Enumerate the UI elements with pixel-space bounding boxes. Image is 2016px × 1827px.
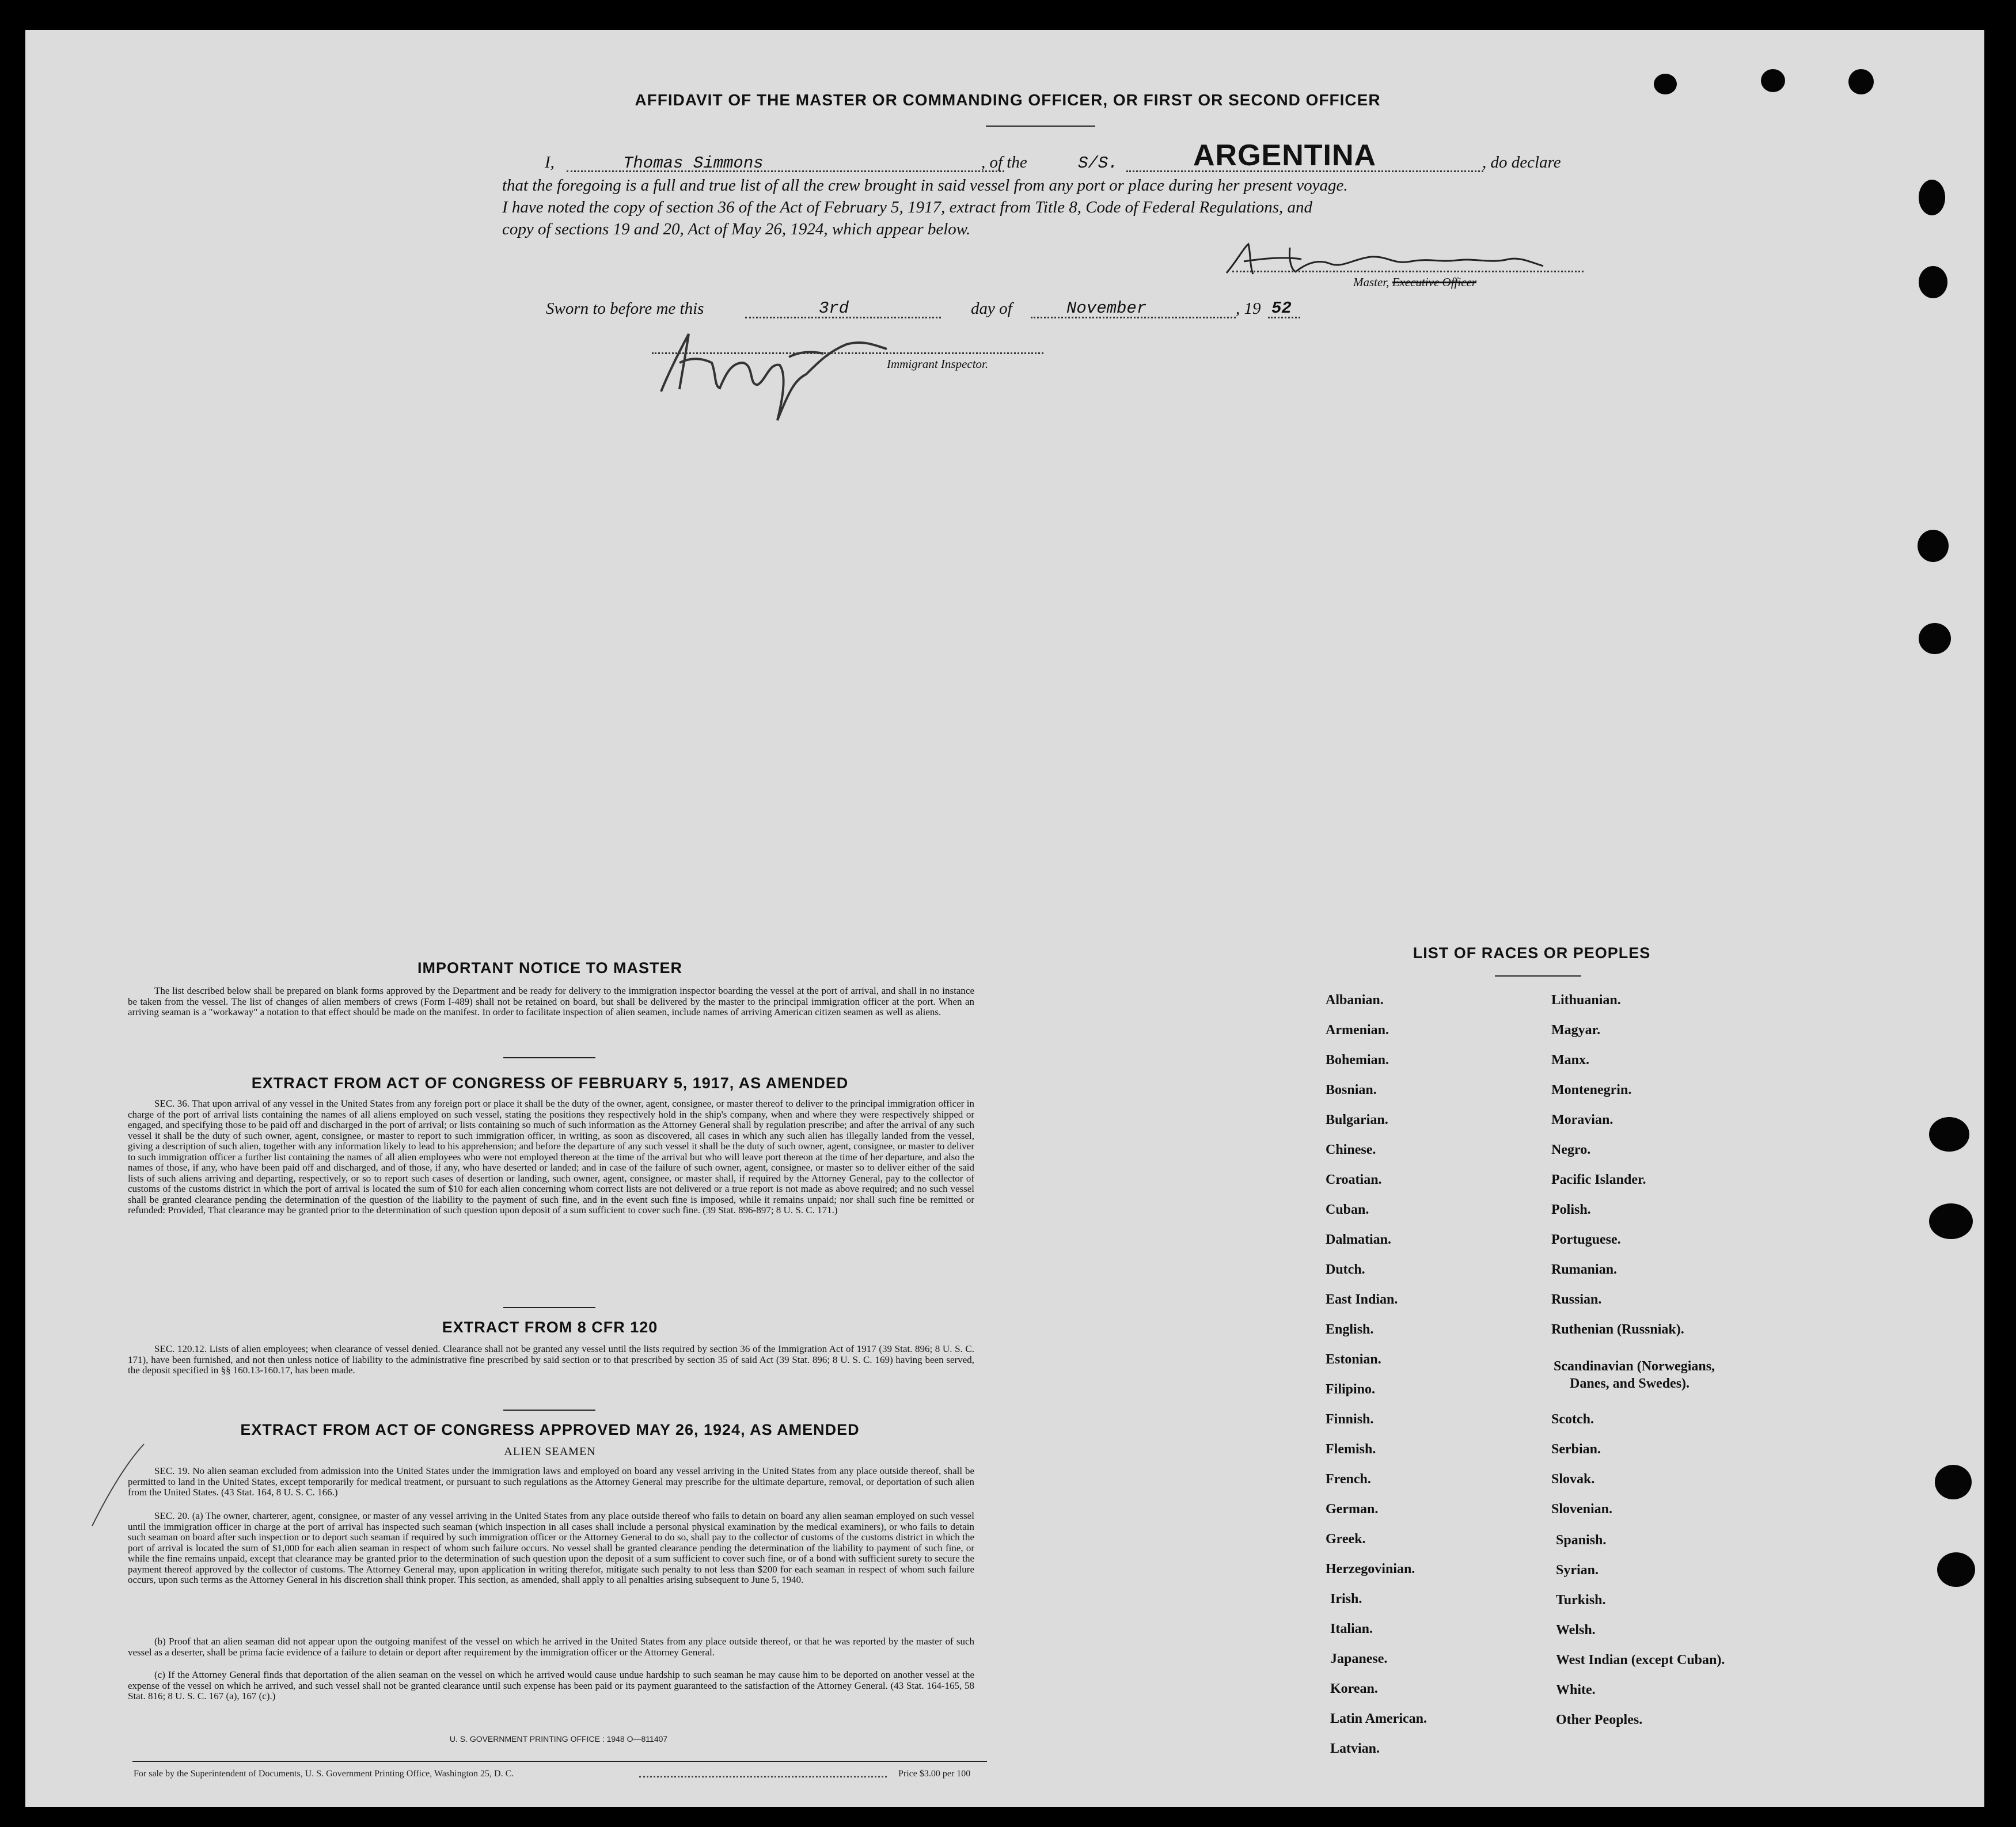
race-item: Albanian. bbox=[1326, 993, 1384, 1008]
inspector-label: Immigrant Inspector. bbox=[887, 357, 989, 371]
punch-hole bbox=[1937, 1552, 1975, 1587]
pen-stroke bbox=[81, 1439, 150, 1532]
race-item: Russian. bbox=[1551, 1292, 1602, 1307]
sworn-day: 3rd bbox=[819, 299, 849, 318]
race-item: Estonian. bbox=[1326, 1352, 1381, 1367]
races-title: LIST OF RACES OR PEOPLES bbox=[1413, 944, 1651, 962]
notice-title: IMPORTANT NOTICE TO MASTER bbox=[417, 959, 682, 977]
divider bbox=[503, 1410, 595, 1411]
affidavit-title: AFFIDAVIT OF THE MASTER OR COMMANDING OFFICER, OR FIRST OR SECOND OFFICER bbox=[635, 91, 1381, 109]
race-item: Herzegovinian. bbox=[1326, 1562, 1415, 1577]
footer-price: Price $3.00 per 100 bbox=[898, 1769, 971, 1779]
section-19-text: SEC. 19. No alien seaman excluded from admission into the United States under the immigration laws and employed on board any vessel arriving in the United States from any place outside thereof, shall be permitted to land in the United States, except temporarily for medical treatment, or pursuant to such regulations as the Attorney General may prescribe for the ultimate departure, removal, or deportation of such alien from the United States. (43 Stat. 164, 8 U. S. C. 166.) bbox=[128, 1465, 974, 1498]
race-item: Portuguese. bbox=[1551, 1232, 1621, 1247]
race-item: Ruthenian (Russniak). bbox=[1551, 1322, 1684, 1337]
punch-hole bbox=[1929, 1203, 1973, 1239]
race-item: Latin American. bbox=[1330, 1711, 1427, 1726]
race-item: Magyar. bbox=[1551, 1023, 1601, 1038]
race-item: Italian. bbox=[1330, 1621, 1373, 1636]
printing-office-line: U. S. GOVERNMENT PRINTING OFFICE : 1948 O—811407 bbox=[449, 1734, 668, 1744]
master-name: Thomas Simmons bbox=[623, 154, 764, 173]
race-item: Dalmatian. bbox=[1326, 1232, 1391, 1247]
race-item: Filipino. bbox=[1326, 1382, 1376, 1397]
race-item: Dutch. bbox=[1326, 1262, 1365, 1277]
race-item: French. bbox=[1326, 1472, 1371, 1487]
race-item: Armenian. bbox=[1326, 1023, 1389, 1038]
sworn-year: 52 bbox=[1271, 299, 1292, 318]
extract-1917-body: SEC. 36. That upon arrival of any vessel in the United States from any foreign port or place it shall be the duty of the owner, agent, consignee, or master thereof to deliver to the principal immigration officer in charge of the port of arrival lists containing the names of all aliens employed on such vessel, stating the positions they respectively hold in the ship's company, when and where they were respectively shipped or engaged, and specifying those to be paid off and discharged in the port of arrival; or lists containing so much of such information as the Attorney General shall by regulation prescribe; and after the arrival of any such vessel it shall be the duty of such owner, agent, consignee, or master to report to such immigration officer, in writing, as soon as discovered, all cases in which any such alien has illegally landed from the vessel, giving a description of such alien, together with any information likely to lead to his apprehension; and before the departure of any such vessel it shall be the duty of such owner, agent, consignee, or master to deliver to such immigration officer a further list containing the names of all alien employees who were not employed thereon at the time of the arrival but who will leave port thereon at the time of her departure, and also the names of those, if any, who have been paid off and discharged, and of those, if any, who have deserted or landed; and in case of the failure of such owner, agent, consignee, or master so to deliver either of the said lists of such aliens arriving and departing, respectively, or so to report such cases of desertion or landing, such owner, agent, consignee, or master shall, if required by the Attorney General, pay to the collector of customs of the customs district in which the port of arrival is located the sum of $10 for each alien concerning whom correct lists are not delivered or a true report is not made as above required; and no such vessel shall be granted clearance pending the determination of the question of the liability to the payment of such fine, and in the event such fine is imposed, while it remains unpaid; nor shall such fine be remitted or refunded: Provided, That clearance may be granted prior to the determination of such question upon deposit of a sum sufficient to cover such fine. (39 Stat. 896-897; 8 U. S. C. 171.) bbox=[128, 1098, 974, 1216]
vessel-prefix: S/S. bbox=[1078, 154, 1118, 173]
race-item: German. bbox=[1326, 1502, 1379, 1517]
inspector-signature-line bbox=[652, 352, 1043, 354]
race-item: Bosnian. bbox=[1326, 1082, 1377, 1097]
race-item: West Indian (except Cuban). bbox=[1556, 1653, 1725, 1668]
vessel-name: ARGENTINA bbox=[1193, 139, 1377, 172]
extract-1924-title: EXTRACT FROM ACT OF CONGRESS APPROVED MAY 26, 1924, AS AMENDED bbox=[240, 1421, 860, 1438]
race-item: Croatian. bbox=[1326, 1172, 1382, 1187]
race-item: Spanish. bbox=[1556, 1533, 1607, 1548]
race-item: Polish. bbox=[1551, 1202, 1591, 1217]
race-item: Slovak. bbox=[1551, 1472, 1595, 1487]
punch-hole bbox=[1919, 623, 1951, 654]
declaration-line-2: that the foregoing is a full and true list of all the crew brought in said vessel from any port or place during her present voyage. bbox=[502, 176, 1348, 195]
race-item: Welsh. bbox=[1556, 1623, 1596, 1638]
extract-1917-title: EXTRACT FROM ACT OF CONGRESS OF FEBRUARY 5, 1917, AS AMENDED bbox=[251, 1074, 849, 1092]
race-item: Scotch. bbox=[1551, 1412, 1594, 1427]
race-item: Korean. bbox=[1330, 1681, 1378, 1696]
section-20b-text: (b) Proof that an alien seaman did not appear upon the outgoing manifest of the vessel on which he arrived in the United States from any place outside thereof, or that he was reported by the master of such vessel as a deserter, shall be prima facie evidence of a failure to detain or deport after requirement by the immigration officer or the Attorney General. bbox=[128, 1636, 974, 1658]
declaration-line-3: I have noted the copy of section 36 of the Act of February 5, 1917, extract from Title 8, Code of Federal Regulations, and bbox=[502, 198, 1313, 216]
race-item: Flemish. bbox=[1326, 1442, 1376, 1457]
race-item: Slovenian. bbox=[1551, 1502, 1613, 1517]
race-item: Negro. bbox=[1551, 1142, 1591, 1157]
race-item: Greek. bbox=[1326, 1532, 1366, 1547]
inspector-signature bbox=[656, 317, 944, 432]
race-item: Chinese. bbox=[1326, 1142, 1376, 1157]
punch-hole bbox=[1918, 530, 1949, 562]
race-item: Manx. bbox=[1551, 1053, 1589, 1068]
divider bbox=[986, 126, 1095, 127]
punch-hole bbox=[1929, 1117, 1969, 1152]
year-field-line bbox=[1268, 317, 1300, 318]
race-item: Lithuanian. bbox=[1551, 993, 1621, 1008]
race-item: Rumanian. bbox=[1551, 1262, 1618, 1277]
day-of-text: day of bbox=[971, 299, 1012, 318]
race-item: Danes, and Swedes). bbox=[1570, 1376, 1690, 1391]
extract-cfr-title: EXTRACT FROM 8 CFR 120 bbox=[442, 1319, 658, 1336]
punch-hole bbox=[1654, 74, 1677, 94]
declarant-prefix: I, bbox=[545, 153, 555, 172]
extract-1924-subtitle: ALIEN SEAMEN bbox=[504, 1445, 596, 1458]
declaration-line-4: copy of sections 19 and 20, Act of May 26, 1924, which appear below. bbox=[502, 220, 971, 238]
race-item: White. bbox=[1556, 1682, 1596, 1697]
race-item: Latvian. bbox=[1330, 1741, 1380, 1756]
section-20c-text: (c) If the Attorney General finds that deportation of the alien seaman on the vessel on which he arrived would cause undue hardship to such seaman he may cause him to be deported on another vessel at the expense of the vessel on which he arrived, and such vessel shall not be granted clearance until such expense has been paid or its payment guaranteed to the satisfaction of the Attorney General. (43 Stat. 164-165, 58 Stat. 816; 8 U. S. C. 167 (a), 167 (c).) bbox=[128, 1669, 974, 1701]
divider bbox=[503, 1057, 595, 1058]
race-item: English. bbox=[1326, 1322, 1374, 1337]
year-prefix: , 19 bbox=[1236, 299, 1261, 318]
race-item: East Indian. bbox=[1326, 1292, 1398, 1307]
extract-cfr-body: SEC. 120.12. Lists of alien employees; when clearance of vessel denied. Clearance shall not be granted any vessel until the lists required by section 36 of the Immigration Act of 1917 (39 Stat. 896; 8 U. S. C. 171), have been furnished, and not then unless notice of liability to the administrative fine prescribed by said section or to that prescribed by section 35 of said Act (39 Stat. 896; 8 U. S. C. 169) having been served, the deposit specified in §§ 160.13-160.17, has been made. bbox=[128, 1343, 974, 1376]
race-item: Scandinavian (Norwegians, bbox=[1554, 1359, 1715, 1374]
race-item: Bohemian. bbox=[1326, 1053, 1389, 1068]
master-title bbox=[1353, 275, 1476, 290]
race-item: Turkish. bbox=[1556, 1593, 1606, 1608]
race-item: Other Peoples. bbox=[1556, 1712, 1643, 1727]
race-item: Finnish. bbox=[1326, 1412, 1374, 1427]
master-struck-title: Executive Officer bbox=[1392, 275, 1477, 289]
footer-sale-notice: For sale by the Superintendent of Documents, U. S. Government Printing Office, Washington 25, D. C. bbox=[134, 1769, 514, 1779]
do-declare-text: , do declare bbox=[1482, 153, 1561, 172]
sworn-month: November bbox=[1066, 299, 1147, 318]
race-item: Bulgarian. bbox=[1326, 1112, 1388, 1127]
notice-body: The list described below shall be prepared on blank forms approved by the Department and be ready for delivery to the immigration inspector boarding the vessel at the port of arrival, and shall in no instance be taken from the vessel. The list of changes of alien members of crews (Form I-489) shall not be retained on board, but shall be delivered by the master to the principal immigration officer at the port. When an arriving seaman is a "workaway" a notation to that effect should be made on the manifest. In order to facilitate inspection of alien seamen, include names of arriving American citizen seamen as well as aliens. bbox=[128, 985, 974, 1017]
race-item: Syrian. bbox=[1556, 1563, 1599, 1578]
punch-hole bbox=[1761, 69, 1785, 92]
race-item: Cuban. bbox=[1326, 1202, 1369, 1217]
footer-rule bbox=[132, 1761, 987, 1762]
master-label: Master, bbox=[1353, 275, 1389, 289]
punch-hole bbox=[1935, 1465, 1972, 1499]
punch-hole bbox=[1919, 180, 1945, 215]
race-item: Montenegrin. bbox=[1551, 1082, 1632, 1097]
section-20a-text: SEC. 20. (a) The owner, charterer, agent, consignee, or master of any vessel arriving in the United States from any place outside thereof who fails to detain on board any alien seaman employed on such vessel until the immigration officer in charge at the port of arrival has inspected such seaman (which inspection in all cases shall include a personal physical examination by the medical examiners), or who fails to detain such seaman on board after such inspection or to deport such seaman if required by such immigration officer or the Attorney General to do so, shall pay to the collector of customs of the customs district in which the port of arrival is located the sum of $1,000 for each alien seaman in respect of whom such failure occurs. No vessel shall be granted clearance pending the determination of the liability to payment of such fine, or while the fine remains unpaid, except that clearance may be granted prior to the determination of such question upon the deposit of a sum sufficient to cover such fine, or of a bond with sufficient surety to secure the payment thereof approved by the collector of customs. The Attorney General may, upon application in writing therefor, mitigate such penalty to not less than $200 for each seaman in respect of whom such failure occurs, upon such terms as the Attorney General in his discretion shall think proper. This section, as amended, shall apply to all penalties arising subsequent to June 5, 1940. bbox=[128, 1510, 974, 1585]
divider bbox=[503, 1307, 595, 1308]
punch-hole bbox=[1919, 266, 1947, 298]
master-signature-line bbox=[1232, 271, 1584, 272]
race-item: Serbian. bbox=[1551, 1442, 1601, 1457]
divider bbox=[1495, 975, 1581, 977]
punch-hole bbox=[1848, 69, 1874, 94]
race-item: Japanese. bbox=[1330, 1651, 1388, 1666]
of-the-text: , of the bbox=[981, 153, 1027, 172]
sworn-prefix: Sworn to before me this bbox=[546, 299, 704, 318]
race-item: Irish. bbox=[1330, 1591, 1362, 1606]
footer-leader bbox=[639, 1776, 887, 1777]
race-item: Pacific Islander. bbox=[1551, 1172, 1646, 1187]
race-item: Moravian. bbox=[1551, 1112, 1613, 1127]
